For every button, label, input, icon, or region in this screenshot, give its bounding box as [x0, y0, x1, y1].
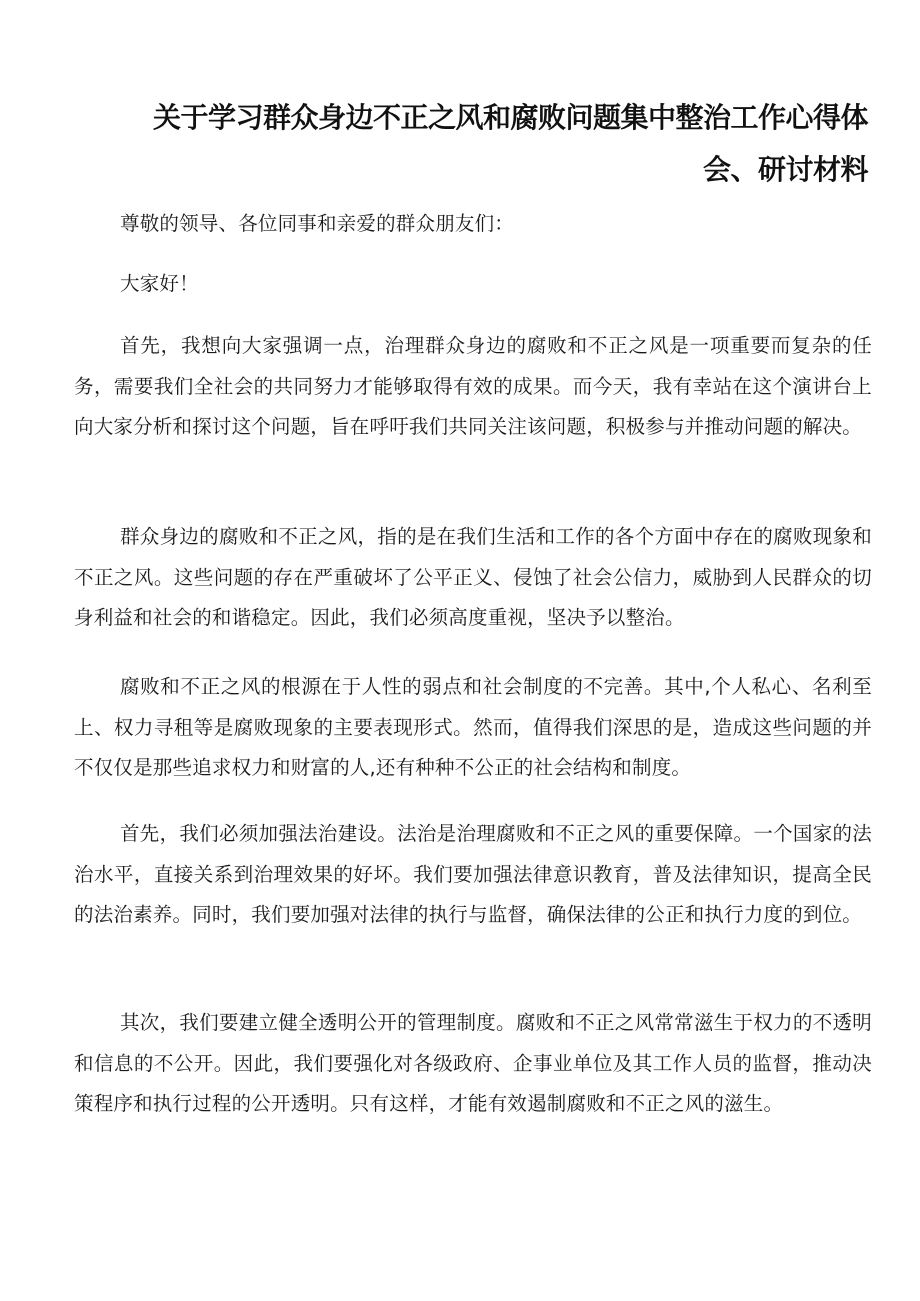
greeting-paragraph: 大家好！	[120, 272, 199, 295]
body-paragraph: 群众身边的腐败和不正之风，指的是在我们生活和工作的各个方面中存在的腐败现象和不正之风。这些问题的存在严重破坏了公平正义、侵蚀了社会公信力，威胁到人民群众的切身利益和社会的和谐稳定。因此，我们必须高度重视，坚决予以整治。	[74, 525, 872, 629]
body-paragraph: 首先，我们必须加强法治建设。法治是治理腐败和不正之风的重要保障。一个国家的法治水平，直接关系到治理效果的好坏。我们要加强法律意识教育，普及法律知识，提高全民的法治素养。同时，我们要加强对法律的执行与监督，确保法律的公正和执行力度的到位。	[74, 822, 872, 926]
document-title: 关于学习群众身边不正之风和腐败问题集中整治工作心得体会、研讨材料	[152, 101, 868, 186]
body-paragraph: 其次，我们要建立健全透明公开的管理制度。腐败和不正之风常常滋生于权力的不透明和信息的不公开。因此，我们要强化对各级政府、企事业单位及其工作人员的监督，推动决策程序和执行过程的公开透明。只有这样，才能有效遏制腐败和不正之风的滋生。	[74, 1011, 872, 1115]
salutation-paragraph: 尊敬的领导、各位同事和亲爱的群众朋友们：	[120, 212, 515, 235]
body-paragraph: 首先，我想向大家强调一点，治理群众身边的腐败和不正之风是一项重要而复杂的任务，需要我们全社会的共同努力才能够取得有效的成果。而今天，我有幸站在这个演讲台上向大家分析和探讨这个问题，旨在呼吁我们共同关注该问题，积极参与并推动问题的解决。	[74, 334, 872, 438]
body-paragraph: 腐败和不正之风的根源在于人性的弱点和社会制度的不完善。其中,个人私心、名利至上、权力寻租等是腐败现象的主要表现形式。然而，值得我们深思的是，造成这些问题的并不仅仅是那些追求权力和财富的人,还有种种不公正的社会结构和制度。	[74, 675, 872, 779]
